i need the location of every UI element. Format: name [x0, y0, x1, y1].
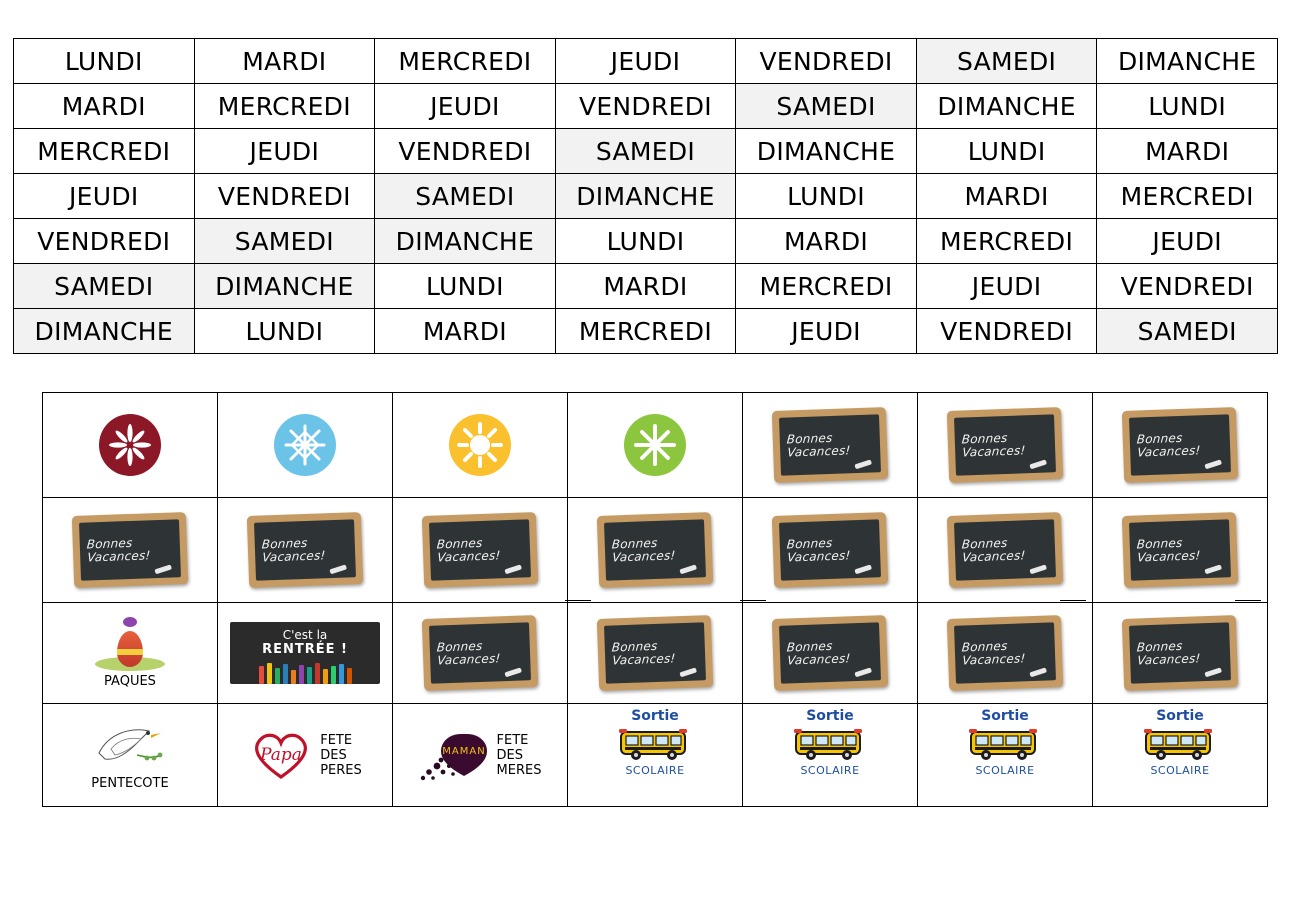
- day-cell: LUNDI: [375, 264, 556, 309]
- day-cell: VENDREDI: [14, 219, 195, 264]
- slate-line-2: Vacances!: [611, 651, 676, 668]
- stray-tick-mark: [1235, 600, 1261, 601]
- sortie-subtitle: SCOLAIRE: [625, 764, 685, 777]
- days-of-week-table: [13, 38, 1278, 354]
- rentree-banner-icon: [230, 622, 380, 684]
- cell-sortie-scolaire: [568, 704, 743, 807]
- day-cell: MARDI: [1097, 129, 1278, 174]
- day-cell-highlighted: SAMEDI: [194, 219, 375, 264]
- pencils-icon: [230, 662, 380, 684]
- flower-icon: [624, 414, 686, 476]
- sortie-title: Sortie: [981, 708, 1029, 724]
- fete-peres-line-3: PERES: [320, 762, 362, 778]
- slate-icon: [772, 615, 888, 691]
- cell-vacances: [918, 498, 1093, 603]
- slate-line-2: Vacances!: [786, 443, 851, 460]
- sortie-subtitle: SCOLAIRE: [800, 764, 860, 777]
- slate-line-1: Bonnes: [436, 638, 483, 655]
- table-row: [14, 39, 1278, 84]
- school-bus-icon: [967, 724, 1043, 764]
- cell-rentree: [218, 603, 393, 704]
- school-bus-icon: [617, 724, 693, 764]
- day-cell: DIMANCHE: [736, 129, 917, 174]
- stray-tick-mark: [565, 600, 591, 601]
- slate-line-1: Bonnes: [961, 430, 1008, 447]
- cell-vacances: [218, 498, 393, 603]
- day-cell-highlighted: SAMEDI: [375, 174, 556, 219]
- slate-icon: [947, 615, 1063, 691]
- day-cell-highlighted: SAMEDI: [1097, 309, 1278, 354]
- slate-line-2: Vacances!: [1136, 443, 1201, 460]
- slate-line-2: Vacances!: [786, 548, 851, 565]
- day-cell: MERCREDI: [736, 264, 917, 309]
- cell-vacances: [743, 393, 918, 498]
- fete-meres-line-3: MERES: [496, 762, 542, 778]
- cell-vacances: [743, 498, 918, 603]
- day-cell: VENDREDI: [1097, 264, 1278, 309]
- table-row: [14, 174, 1278, 219]
- slate-line-1: Bonnes: [786, 535, 833, 552]
- day-cell: LUNDI: [1097, 84, 1278, 129]
- day-cell: MARDI: [14, 84, 195, 129]
- slate-line-1: Bonnes: [961, 535, 1008, 552]
- chalk-icon: [1029, 564, 1047, 574]
- table-row: [14, 264, 1278, 309]
- day-cell: MERCREDI: [555, 309, 736, 354]
- day-cell: JEUDI: [194, 129, 375, 174]
- autumn-leaf-icon: [99, 414, 161, 476]
- cell-pentecote: [43, 704, 218, 807]
- day-cell: JEUDI: [375, 84, 556, 129]
- day-cell: MARDI: [916, 174, 1097, 219]
- cell-vacances: [1093, 498, 1268, 603]
- slate-line-2: Vacances!: [1136, 651, 1201, 668]
- chalk-icon: [329, 564, 347, 574]
- fete-peres-line-1: FETE: [320, 732, 353, 748]
- slate-line-2: Vacances!: [961, 443, 1026, 460]
- slate-line-1: Bonnes: [786, 638, 833, 655]
- day-cell-highlighted: SAMEDI: [736, 84, 917, 129]
- day-cell-highlighted: SAMEDI: [14, 264, 195, 309]
- cell-vacances: [918, 393, 1093, 498]
- cell-spring: [568, 393, 743, 498]
- slate-line-1: Bonnes: [436, 535, 483, 552]
- caption-paques: PAQUES: [104, 674, 156, 689]
- table-row: [14, 219, 1278, 264]
- slate-line-2: Vacances!: [261, 548, 326, 565]
- stray-tick-mark: [1060, 600, 1086, 601]
- slate-line-1: Bonnes: [86, 535, 133, 552]
- slate-icon: [947, 407, 1063, 483]
- chalk-icon: [679, 667, 697, 677]
- slate-icon: [422, 512, 538, 588]
- cell-sortie-scolaire: [1093, 704, 1268, 807]
- day-cell: LUNDI: [14, 39, 195, 84]
- day-cell-highlighted: DIMANCHE: [555, 174, 736, 219]
- rentree-line-2: RENTRÉE !: [262, 642, 348, 657]
- cell-vacances: [918, 603, 1093, 704]
- fete-peres-line-2: DES: [320, 747, 347, 763]
- maman-heart-icon: [419, 726, 491, 784]
- day-cell: MERCREDI: [14, 129, 195, 174]
- slate-icon: [1122, 407, 1238, 483]
- slate-line-2: Vacances!: [961, 548, 1026, 565]
- day-cell: LUNDI: [555, 219, 736, 264]
- day-cell: JEUDI: [14, 174, 195, 219]
- snowflake-icon: [274, 414, 336, 476]
- cell-sortie-scolaire: [918, 704, 1093, 807]
- day-cell: JEUDI: [736, 309, 917, 354]
- chalk-icon: [154, 564, 172, 574]
- day-cell: JEUDI: [1097, 219, 1278, 264]
- day-cell: MARDI: [194, 39, 375, 84]
- day-cell: VENDREDI: [555, 84, 736, 129]
- day-cell: MERCREDI: [194, 84, 375, 129]
- day-cell: VENDREDI: [194, 174, 375, 219]
- chalk-icon: [504, 564, 522, 574]
- chalk-icon: [1029, 459, 1047, 469]
- slate-line-1: Bonnes: [961, 638, 1008, 655]
- slate-icon: [247, 512, 363, 588]
- easter-egg-icon: [95, 617, 165, 673]
- sortie-title: Sortie: [631, 708, 679, 724]
- dove-icon: [91, 719, 169, 775]
- cell-paques: [43, 603, 218, 704]
- school-bus-icon: [1142, 724, 1218, 764]
- slate-line-1: Bonnes: [1136, 638, 1183, 655]
- slate-icon: [772, 512, 888, 588]
- sortie-title: Sortie: [1156, 708, 1204, 724]
- slate-icon: [1122, 615, 1238, 691]
- chalk-icon: [854, 459, 872, 469]
- fete-meres-line-1: FETE: [496, 732, 529, 748]
- cell-sortie-scolaire: [743, 704, 918, 807]
- chalk-icon: [1204, 564, 1222, 574]
- day-cell: VENDREDI: [736, 39, 917, 84]
- cell-vacances: [568, 498, 743, 603]
- table-row: [43, 603, 1268, 704]
- stray-tick-mark: [740, 600, 766, 601]
- sortie-title: Sortie: [806, 708, 854, 724]
- chalk-icon: [854, 667, 872, 677]
- chalk-icon: [1204, 459, 1222, 469]
- fete-meres-line-2: DES: [496, 747, 524, 763]
- table-row: [43, 704, 1268, 807]
- slate-line-1: Bonnes: [1136, 430, 1183, 447]
- day-cell: DIMANCHE: [916, 84, 1097, 129]
- table-row: [14, 129, 1278, 174]
- day-cell: DIMANCHE: [1097, 39, 1278, 84]
- fete-peres-label: [320, 733, 362, 778]
- slate-line-2: Vacances!: [86, 548, 151, 565]
- day-cell: LUNDI: [194, 309, 375, 354]
- sortie-subtitle: SCOLAIRE: [1150, 764, 1210, 777]
- day-cell: JEUDI: [555, 39, 736, 84]
- day-cell: VENDREDI: [916, 309, 1097, 354]
- slate-line-1: Bonnes: [786, 430, 833, 447]
- day-cell-highlighted: SAMEDI: [916, 39, 1097, 84]
- chalk-icon: [679, 564, 697, 574]
- cell-vacances: [743, 603, 918, 704]
- slate-icon: [1122, 512, 1238, 588]
- day-cell: MARDI: [375, 309, 556, 354]
- slate-line-2: Vacances!: [611, 548, 676, 565]
- slate-line-1: Bonnes: [261, 535, 308, 552]
- cell-autumn: [43, 393, 218, 498]
- slate-line-2: Vacances!: [961, 651, 1026, 668]
- cell-vacances: [1093, 393, 1268, 498]
- day-cell-highlighted: DIMANCHE: [375, 219, 556, 264]
- cell-winter: [218, 393, 393, 498]
- day-cell-highlighted: DIMANCHE: [14, 309, 195, 354]
- chalk-icon: [1204, 667, 1222, 677]
- slate-line-2: Vacances!: [436, 548, 501, 565]
- slate-icon: [772, 407, 888, 483]
- day-cell: MERCREDI: [1097, 174, 1278, 219]
- slate-icon: [597, 512, 713, 588]
- caption-pentecote: PENTECOTE: [91, 776, 169, 791]
- chalk-icon: [504, 667, 522, 677]
- sortie-subtitle: SCOLAIRE: [975, 764, 1035, 777]
- svg-text:Papa: Papa: [260, 745, 303, 765]
- slate-icon: [947, 512, 1063, 588]
- table-row: [14, 84, 1278, 129]
- slate-icon: [422, 615, 538, 691]
- day-cell: JEUDI: [916, 264, 1097, 309]
- papa-heart-icon: [248, 727, 314, 783]
- cell-vacances: [393, 498, 568, 603]
- slate-icon: [72, 512, 188, 588]
- rentree-line-1: C'est la: [282, 628, 328, 642]
- table-row: [43, 393, 1268, 498]
- day-cell: MERCREDI: [916, 219, 1097, 264]
- day-cell: MARDI: [555, 264, 736, 309]
- slate-line-2: Vacances!: [436, 651, 501, 668]
- slate-icon: [597, 615, 713, 691]
- cell-vacances: [393, 603, 568, 704]
- cell-vacances: [1093, 603, 1268, 704]
- day-cell-highlighted: SAMEDI: [555, 129, 736, 174]
- slate-line-1: Bonnes: [1136, 535, 1183, 552]
- school-bus-icon: [792, 724, 868, 764]
- day-cell-highlighted: DIMANCHE: [194, 264, 375, 309]
- day-cell: LUNDI: [736, 174, 917, 219]
- cell-vacances: [568, 603, 743, 704]
- chalk-icon: [854, 564, 872, 574]
- day-cell: LUNDI: [916, 129, 1097, 174]
- chalk-icon: [1029, 667, 1047, 677]
- table-row: [43, 498, 1268, 603]
- day-cell: MARDI: [736, 219, 917, 264]
- slate-line-2: Vacances!: [1136, 548, 1201, 565]
- cell-summer: [393, 393, 568, 498]
- day-cell: VENDREDI: [375, 129, 556, 174]
- cell-fete-des-peres: [218, 704, 393, 807]
- fete-meres-label: [497, 733, 542, 778]
- slate-line-2: Vacances!: [786, 651, 851, 668]
- svg-text:MAMAN: MAMAN: [441, 746, 486, 757]
- slate-line-1: Bonnes: [611, 535, 658, 552]
- slate-line-1: Bonnes: [611, 638, 658, 655]
- sun-icon: [449, 414, 511, 476]
- table-row: [14, 309, 1278, 354]
- cell-fete-des-meres: [393, 704, 568, 807]
- cell-vacances: [43, 498, 218, 603]
- day-cell: MERCREDI: [375, 39, 556, 84]
